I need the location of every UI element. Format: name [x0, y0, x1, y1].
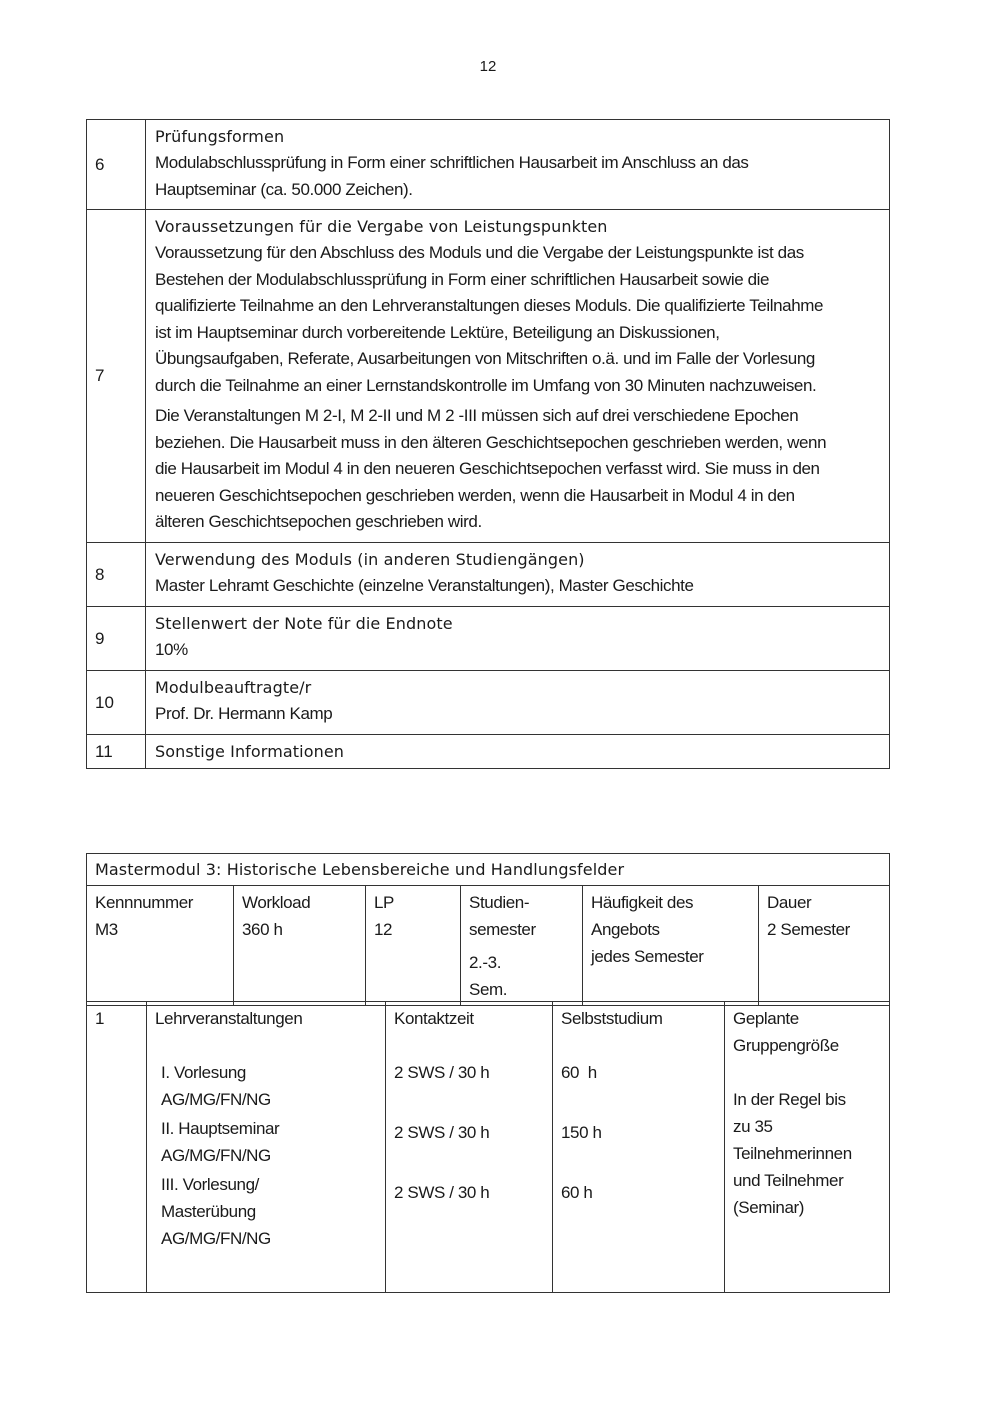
- row-number: 8: [87, 543, 146, 607]
- row-number: 6: [87, 120, 146, 210]
- kontaktzeit-cell: Kontaktzeit 2 SWS / 30 h 2 SWS / 30 h 2 SWS / 30 h: [386, 1002, 553, 1293]
- row-heading: Stellenwert der Note für die Endnote: [155, 614, 453, 634]
- row-content: [146, 120, 890, 210]
- selbststudium-cell: Selbststudium 60 h 150 h 60 h: [553, 1002, 725, 1293]
- row-paragraph: Modulabschlussprüfung in Form einer schriftlichen Hausarbeit im Anschluss an das Hauptseminar (ca. 50.000 Zeichen).: [155, 153, 749, 199]
- module3-header-table: [86, 853, 890, 1006]
- table-row: [87, 1002, 890, 1293]
- table-row: [87, 120, 890, 210]
- row-paragraph: 10%: [155, 640, 188, 660]
- table-row: [87, 671, 890, 735]
- table-row: [87, 607, 890, 671]
- list-item: II. Hauptseminar AG/MG/FN/NG: [161, 1119, 280, 1165]
- row-paragraph: Voraussetzung für den Abschluss des Moduls und die Vergabe der Leistungspunkte ist das Bestehen der Modulabschlussprüfung in Form einer schriftlichen Hausarbeit sowie die qualifizierte Teilnahme an den Lehrveranstaltungen dieses Moduls. Die qualifizierte Teilnahme ist im Hauptseminar durch vorbereitende Lektüre, Beteiligung an Diskussionen, Übungsaufgaben, Referate, Ausarbeitungen von Mitschriften o.ä. und im Falle der Vorlesung durch die Teilnahme an einer Lernstandskontrolle im Umfang von 30 Minuten nachzuweisen.: [155, 243, 824, 395]
- row-heading: Prüfungsformen: [155, 127, 285, 146]
- list-item: I. Vorlesung AG/MG/FN/NG: [161, 1063, 271, 1109]
- row-heading: Modulbeauftragte/r: [155, 678, 312, 698]
- row-heading: Sonstige Informationen: [155, 741, 345, 761]
- row-content: [146, 671, 890, 735]
- module3-title: Mastermodul 3: Historische Lebensbereiche und Handlungsfelder: [87, 854, 890, 886]
- row-number: 9: [87, 607, 146, 671]
- row-number: 11: [87, 735, 146, 769]
- module3-courses-table: [86, 1001, 890, 1293]
- row-paragraph: Die Veranstaltungen M 2-I, M 2-II und M 2 -III müssen sich auf drei verschiedene Epochen beziehen. Die Hausarbeit muss in den älteren Geschichtsepochen geschrieben werden, wenn die Hausarbeit im Modul 4 in den neueren Geschichtsepochen verfasst wird. Sie muss in den neueren Geschichtsepochen geschrieben werden, wenn die Hausarbeit in Modul 4 in den älteren Geschichtsepochen geschrieben wird.: [155, 406, 827, 532]
- row-heading: Verwendung des Moduls (in anderen Studiengängen): [155, 550, 585, 570]
- studiensemester-cell: Studien- semester 2.-3. Sem.: [461, 886, 583, 1006]
- row-content: [146, 607, 890, 671]
- dauer-cell: Dauer 2 Semester: [759, 886, 890, 1006]
- lp-cell: LP 12: [366, 886, 461, 1006]
- gruppengroesse-cell: Geplante Gruppengröße In der Regel bis zu 35 Teilnehmerinnen und Teilnehmer (Seminar): [725, 1002, 890, 1293]
- kennnummer-cell: Kennnummer M3: [87, 886, 234, 1006]
- page-number: 12: [479, 58, 497, 75]
- row-content: [146, 735, 890, 769]
- haeufigkeit-cell: Häufigkeit des Angebots jedes Semester: [583, 886, 759, 1006]
- row-number: 7: [87, 210, 146, 543]
- row-heading: Voraussetzungen für die Vergabe von Leistungspunkten: [155, 217, 608, 237]
- table-row: [87, 886, 890, 1006]
- table-row: [87, 735, 890, 769]
- table-row: [87, 210, 890, 543]
- row-content: [146, 543, 890, 607]
- lehrveranstaltungen-cell: Lehrveranstaltungen I. Vorlesung AG/MG/FN/NG II. Hauptseminar AG/MG/FN/NG III. Vorlesung/ Masterübung AG/MG/FN/NG: [147, 1002, 386, 1293]
- row-number: 10: [87, 671, 146, 735]
- row-paragraph: Master Lehramt Geschichte (einzelne Veranstaltungen), Master Geschichte: [155, 576, 694, 596]
- row-content: [146, 210, 890, 543]
- row-number: 1: [87, 1002, 147, 1293]
- workload-cell: Workload 360 h: [234, 886, 366, 1006]
- row-paragraph: Prof. Dr. Hermann Kamp: [155, 704, 333, 724]
- table-row: [87, 854, 890, 886]
- module-details-table: [86, 119, 890, 769]
- table-row: [87, 543, 890, 607]
- list-item: III. Vorlesung/ Masterübung AG/MG/FN/NG: [161, 1175, 271, 1248]
